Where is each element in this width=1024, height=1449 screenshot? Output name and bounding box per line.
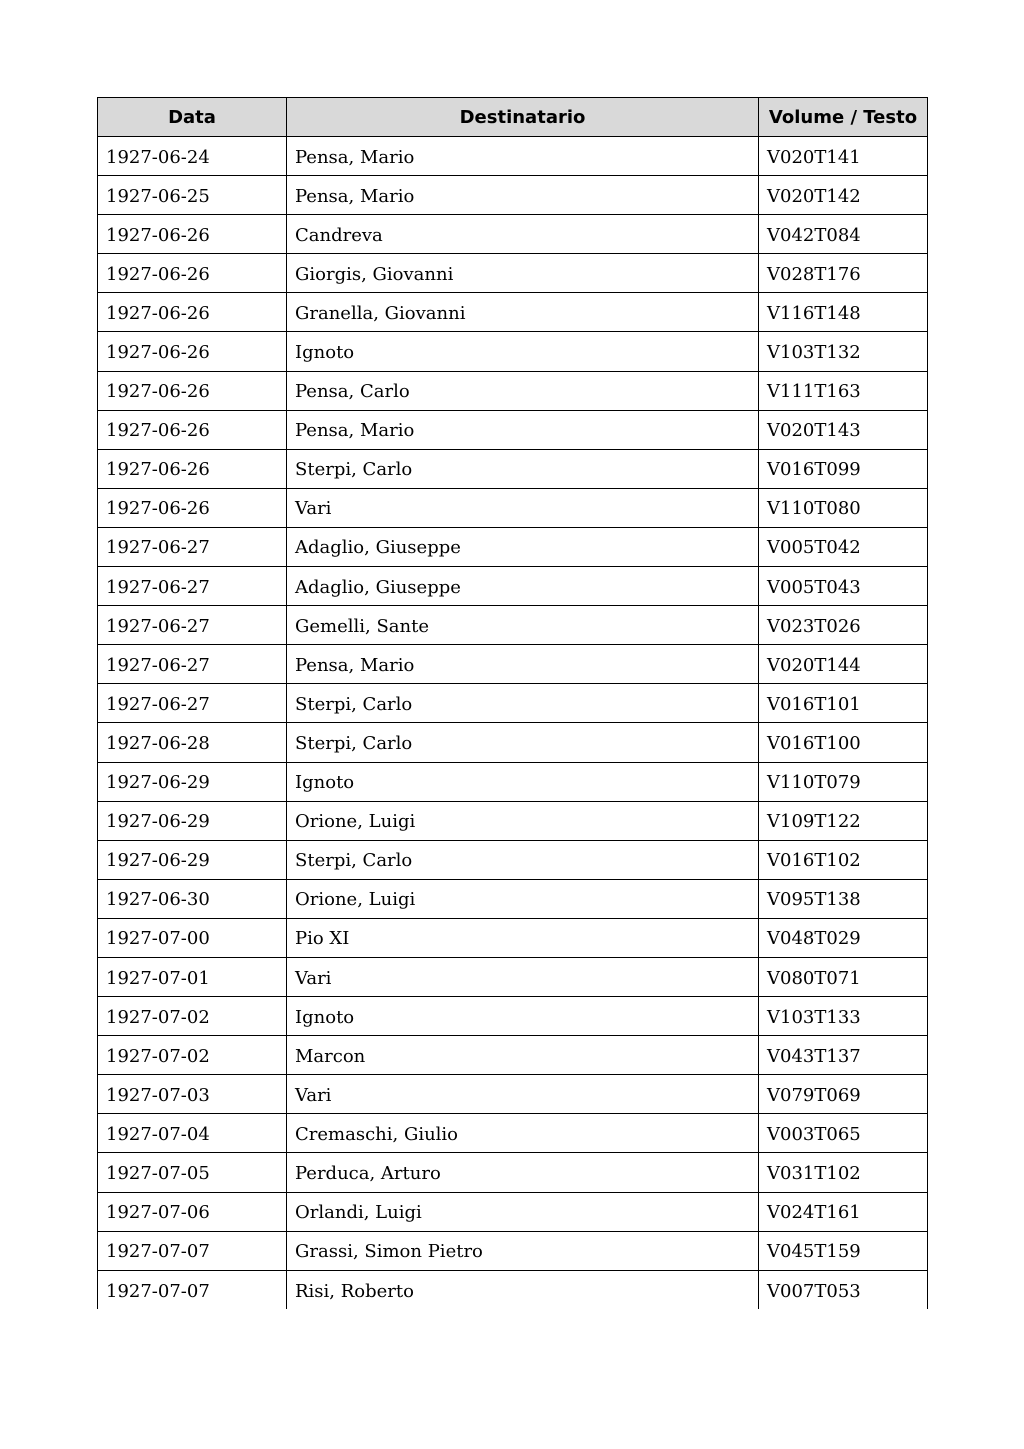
table-row bbox=[98, 293, 928, 332]
cell-volume: V111T163 bbox=[759, 371, 928, 410]
cell-date: 1927-06-29 bbox=[98, 762, 287, 801]
cell-date: 1927-07-04 bbox=[98, 1114, 287, 1153]
cell-volume: V109T122 bbox=[759, 801, 928, 840]
table-row bbox=[98, 840, 928, 879]
table-row bbox=[98, 684, 928, 723]
table-body bbox=[98, 137, 928, 1310]
cell-volume: V005T043 bbox=[759, 567, 928, 606]
table-row bbox=[98, 332, 928, 371]
cell-recipient: Ignoto bbox=[287, 332, 759, 371]
letters-table bbox=[97, 97, 928, 1309]
cell-volume: V016T099 bbox=[759, 449, 928, 488]
header-row bbox=[98, 98, 928, 137]
cell-volume: V023T026 bbox=[759, 606, 928, 645]
cell-date: 1927-06-26 bbox=[98, 449, 287, 488]
cell-volume: V020T141 bbox=[759, 137, 928, 176]
cell-volume: V005T042 bbox=[759, 527, 928, 566]
table-row bbox=[98, 449, 928, 488]
cell-volume: V028T176 bbox=[759, 254, 928, 293]
table-row bbox=[98, 410, 928, 449]
cell-volume: V031T102 bbox=[759, 1153, 928, 1192]
cell-recipient: Orlandi, Luigi bbox=[287, 1192, 759, 1231]
table-row bbox=[98, 176, 928, 215]
cell-date: 1927-06-25 bbox=[98, 176, 287, 215]
cell-recipient: Grassi, Simon Pietro bbox=[287, 1231, 759, 1270]
cell-recipient: Vari bbox=[287, 1075, 759, 1114]
cell-date: 1927-06-27 bbox=[98, 527, 287, 566]
cell-volume: V095T138 bbox=[759, 879, 928, 918]
cell-recipient: Gemelli, Sante bbox=[287, 606, 759, 645]
cell-date: 1927-06-26 bbox=[98, 371, 287, 410]
cell-recipient: Pensa, Mario bbox=[287, 176, 759, 215]
table-row bbox=[98, 801, 928, 840]
table-row bbox=[98, 254, 928, 293]
cell-date: 1927-06-26 bbox=[98, 488, 287, 527]
table-row bbox=[98, 723, 928, 762]
cell-date: 1927-07-02 bbox=[98, 1036, 287, 1075]
table-row bbox=[98, 1192, 928, 1231]
table-row bbox=[98, 918, 928, 957]
table-row bbox=[98, 606, 928, 645]
cell-date: 1927-06-27 bbox=[98, 567, 287, 606]
column-header-date: Data bbox=[98, 98, 287, 137]
cell-recipient: Ignoto bbox=[287, 762, 759, 801]
cell-recipient: Marcon bbox=[287, 1036, 759, 1075]
cell-volume: V016T100 bbox=[759, 723, 928, 762]
table-row bbox=[98, 1036, 928, 1075]
cell-date: 1927-06-28 bbox=[98, 723, 287, 762]
cell-date: 1927-07-00 bbox=[98, 918, 287, 957]
cell-date: 1927-07-05 bbox=[98, 1153, 287, 1192]
cell-date: 1927-07-07 bbox=[98, 1270, 287, 1309]
cell-volume: V020T143 bbox=[759, 410, 928, 449]
cell-recipient: Pio XI bbox=[287, 918, 759, 957]
cell-volume: V110T080 bbox=[759, 488, 928, 527]
table-row bbox=[98, 1270, 928, 1309]
cell-recipient: Pensa, Mario bbox=[287, 137, 759, 176]
cell-volume: V080T071 bbox=[759, 957, 928, 996]
cell-volume: V042T084 bbox=[759, 215, 928, 254]
cell-volume: V020T144 bbox=[759, 645, 928, 684]
cell-recipient: Sterpi, Carlo bbox=[287, 684, 759, 723]
cell-date: 1927-07-06 bbox=[98, 1192, 287, 1231]
cell-date: 1927-06-27 bbox=[98, 684, 287, 723]
cell-recipient: Vari bbox=[287, 488, 759, 527]
cell-date: 1927-06-27 bbox=[98, 645, 287, 684]
table-row bbox=[98, 1153, 928, 1192]
cell-volume: V116T148 bbox=[759, 293, 928, 332]
cell-date: 1927-06-26 bbox=[98, 254, 287, 293]
table-header bbox=[98, 98, 928, 137]
table-row bbox=[98, 957, 928, 996]
cell-date: 1927-06-29 bbox=[98, 801, 287, 840]
table-row bbox=[98, 215, 928, 254]
table-row bbox=[98, 879, 928, 918]
cell-recipient: Candreva bbox=[287, 215, 759, 254]
cell-recipient: Adaglio, Giuseppe bbox=[287, 527, 759, 566]
table-row bbox=[98, 527, 928, 566]
table-row bbox=[98, 488, 928, 527]
cell-recipient: Adaglio, Giuseppe bbox=[287, 567, 759, 606]
table-row bbox=[98, 1075, 928, 1114]
table-row bbox=[98, 762, 928, 801]
cell-recipient: Orione, Luigi bbox=[287, 801, 759, 840]
cell-volume: V043T137 bbox=[759, 1036, 928, 1075]
cell-recipient: Sterpi, Carlo bbox=[287, 723, 759, 762]
cell-date: 1927-07-03 bbox=[98, 1075, 287, 1114]
table-row bbox=[98, 567, 928, 606]
cell-recipient: Orione, Luigi bbox=[287, 879, 759, 918]
table-row bbox=[98, 1114, 928, 1153]
cell-volume: V007T053 bbox=[759, 1270, 928, 1309]
cell-recipient: Cremaschi, Giulio bbox=[287, 1114, 759, 1153]
cell-volume: V110T079 bbox=[759, 762, 928, 801]
column-header-volume: Volume / Testo bbox=[759, 98, 928, 137]
column-header-recipient: Destinatario bbox=[287, 98, 759, 137]
cell-recipient: Risi, Roberto bbox=[287, 1270, 759, 1309]
table-row bbox=[98, 1231, 928, 1270]
table-row bbox=[98, 137, 928, 176]
cell-recipient: Sterpi, Carlo bbox=[287, 840, 759, 879]
cell-recipient: Perduca, Arturo bbox=[287, 1153, 759, 1192]
cell-recipient: Giorgis, Giovanni bbox=[287, 254, 759, 293]
cell-recipient: Vari bbox=[287, 957, 759, 996]
cell-date: 1927-07-07 bbox=[98, 1231, 287, 1270]
table-row bbox=[98, 371, 928, 410]
cell-volume: V016T101 bbox=[759, 684, 928, 723]
cell-date: 1927-06-30 bbox=[98, 879, 287, 918]
cell-recipient: Pensa, Mario bbox=[287, 645, 759, 684]
table-row bbox=[98, 997, 928, 1036]
cell-volume: V079T069 bbox=[759, 1075, 928, 1114]
cell-recipient: Pensa, Carlo bbox=[287, 371, 759, 410]
cell-volume: V103T133 bbox=[759, 997, 928, 1036]
cell-date: 1927-06-26 bbox=[98, 410, 287, 449]
cell-date: 1927-06-26 bbox=[98, 215, 287, 254]
cell-volume: V103T132 bbox=[759, 332, 928, 371]
cell-date: 1927-07-02 bbox=[98, 997, 287, 1036]
cell-volume: V016T102 bbox=[759, 840, 928, 879]
cell-volume: V045T159 bbox=[759, 1231, 928, 1270]
cell-recipient: Sterpi, Carlo bbox=[287, 449, 759, 488]
cell-volume: V024T161 bbox=[759, 1192, 928, 1231]
cell-date: 1927-06-27 bbox=[98, 606, 287, 645]
cell-date: 1927-06-24 bbox=[98, 137, 287, 176]
cell-recipient: Granella, Giovanni bbox=[287, 293, 759, 332]
cell-date: 1927-06-26 bbox=[98, 293, 287, 332]
cell-volume: V020T142 bbox=[759, 176, 928, 215]
cell-volume: V003T065 bbox=[759, 1114, 928, 1153]
cell-recipient: Ignoto bbox=[287, 997, 759, 1036]
cell-volume: V048T029 bbox=[759, 918, 928, 957]
table-row bbox=[98, 645, 928, 684]
cell-recipient: Pensa, Mario bbox=[287, 410, 759, 449]
cell-date: 1927-06-29 bbox=[98, 840, 287, 879]
cell-date: 1927-07-01 bbox=[98, 957, 287, 996]
cell-date: 1927-06-26 bbox=[98, 332, 287, 371]
